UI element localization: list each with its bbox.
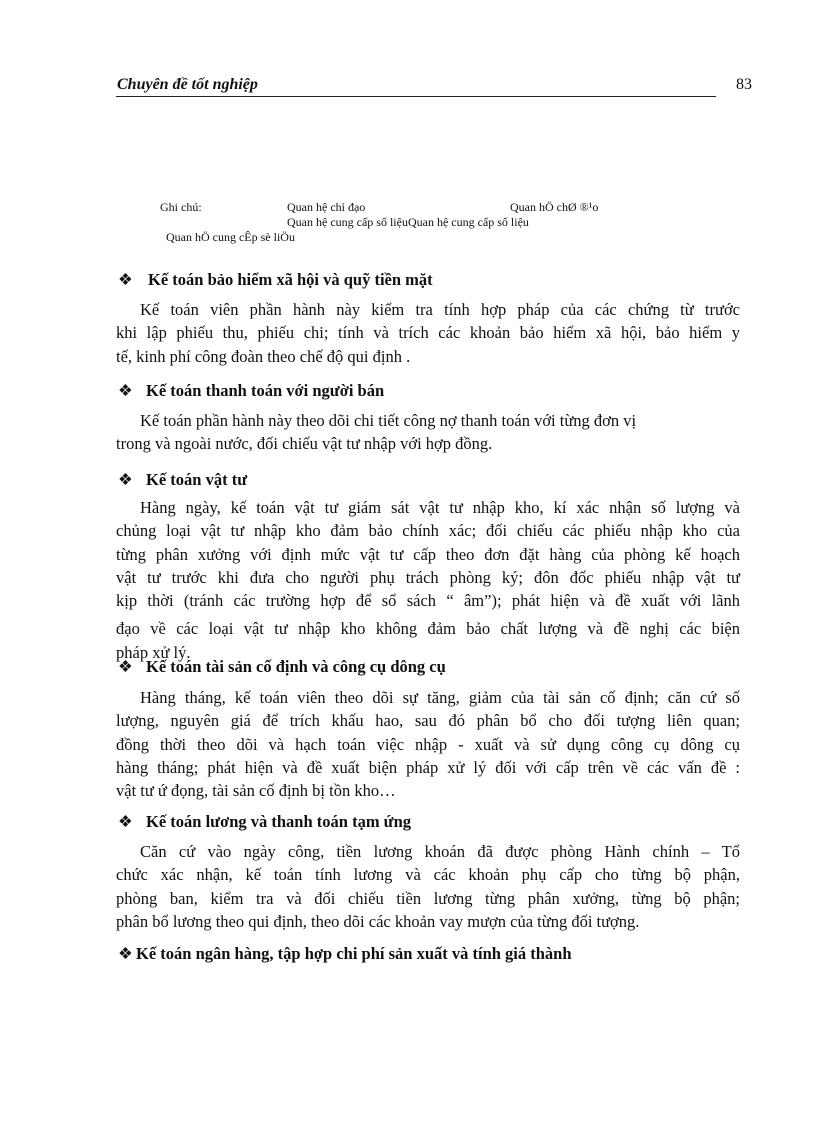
header-rule (116, 96, 716, 97)
text-line: từng phân xưởng với định mức vật tư cấp theo đơn đặt hàng của phòng kế hoạch (116, 544, 740, 564)
paragraph-supplier-payment (116, 409, 740, 456)
running-header-title: Chuyên đề tốt nghiệp (117, 76, 258, 93)
text-line: pháp xử lý. (116, 642, 191, 662)
text-line: khi lập phiếu thu, phiếu chi; tính và trích các khoản bảo hiểm xã hội, bảo hiểm y (116, 323, 740, 343)
note-data-supply-relation-garbled: Quan hÖ cung cÊp sè liÖu (166, 230, 295, 244)
section-heading-materials (118, 470, 247, 490)
bullet-icon: ❖ (118, 381, 133, 400)
text-line: phân bổ lương theo qui định, theo dõi các khoản vay mượn của từng đối tượng. (116, 911, 640, 931)
text-line: đồng thời theo dõi và hạch toán việc nhập - xuất và sử dụng công cụ dông cụ (116, 734, 740, 754)
text-line: tế, kinh phí công đoàn theo chế độ qui định . (116, 346, 411, 366)
text-line: chủng loại vật tư nhập kho đảm bảo chính xác; đối chiếu các phiếu nhập kho của (116, 521, 740, 541)
text-line: trong và ngoài nước, đối chiếu vật tư nhập với hợp đồng. (116, 434, 493, 454)
text-line: vật tư trước khi đưa cho người phụ trách phòng ký; đôn đốc phiếu nhập vật tư (116, 567, 740, 587)
heading-text: Kế toán thanh toán với người bán (146, 381, 385, 400)
heading-text: Kế toán ngân hàng, tập hợp chi phí sản xuất và tính giá thành (136, 944, 572, 963)
text-line: đạo về các loại vật tư nhập kho không đảm bảo chất lượng và đề nghị các biện (116, 619, 740, 639)
text-line: hàng tháng; phát hiện và đề xuất biện pháp xử lý đối với cấp trên về các vấn đề : (116, 757, 740, 777)
note-data-supply-relation: Quan hệ cung cấp số liệuQuan hệ cung cấp số liệu (287, 215, 529, 229)
section-heading-fixed-assets (118, 657, 446, 677)
heading-text: Kế toán bảo hiểm xã hội và quỹ tiền mặt (148, 270, 433, 289)
text-line: Hàng tháng, kế toán viên theo dõi sự tăng, giảm của tài sản cố định; căn cứ số (140, 688, 740, 707)
bullet-icon: ❖ (118, 812, 133, 831)
section-heading-payroll (118, 812, 411, 832)
text-line: Hàng ngày, kế toán vật tư giám sát vật tư nhập kho, kí xác nhận số lượng và (140, 498, 740, 517)
bullet-icon: ❖ (118, 470, 133, 489)
text-line: vật tư ứ đọng, tài sản cố định bị tồn kho… (116, 781, 396, 801)
paragraph-social-insurance (116, 298, 740, 368)
paragraph-fixed-assets (116, 686, 740, 802)
note-label: Ghi chú: (160, 200, 202, 214)
text-line: lượng, nguyên giá để trích khấu hao, sau đó phân bổ cho đối tượng liên quan; (116, 711, 740, 731)
bullet-icon: ❖ (118, 270, 133, 289)
text-line: Kế toán viên phần hành này kiểm tra tính hợp pháp của các chứng từ trước (140, 300, 740, 319)
section-heading-banking-costing (118, 944, 572, 964)
section-heading-social-insurance (118, 270, 433, 290)
page-number: 83 (736, 76, 752, 93)
heading-text: Kế toán lương và thanh toán tạm ứng (146, 812, 412, 831)
text-line: Kế toán phần hành này theo dõi chi tiết công nợ thanh toán với từng đơn vị (140, 411, 637, 430)
bullet-icon: ❖ (118, 944, 133, 963)
paragraph-materials (116, 496, 740, 664)
paragraph-payroll (116, 840, 740, 933)
text-line: Căn cứ vào ngày công, tiền lương khoán đã được phòng Hành chính – Tổ (140, 842, 740, 861)
heading-text: Kế toán tài sản cố định và công cụ dông cụ (146, 657, 446, 676)
text-line: kịp thời (tránh các trường hợp để sổ sách “ âm”); phát hiện và đề xuất với lãnh (116, 591, 740, 611)
text-line: chức xác nhận, kế toán tính lương và các khoản phụ cấp cho từng bộ phận, (116, 865, 740, 885)
text-line: phòng ban, kiểm tra và đối chiếu tiền lương từng phân xưởng, từng bộ phận; (116, 888, 740, 908)
bullet-icon: ❖ (118, 657, 133, 676)
note-direction-relation-garbled: Quan hÖ chØ ®¹o (510, 200, 599, 214)
note-direction-relation: Quan hệ chỉ đạo (287, 200, 366, 214)
section-heading-supplier-payment (118, 381, 384, 401)
heading-text: Kế toán vật tư (146, 470, 248, 489)
